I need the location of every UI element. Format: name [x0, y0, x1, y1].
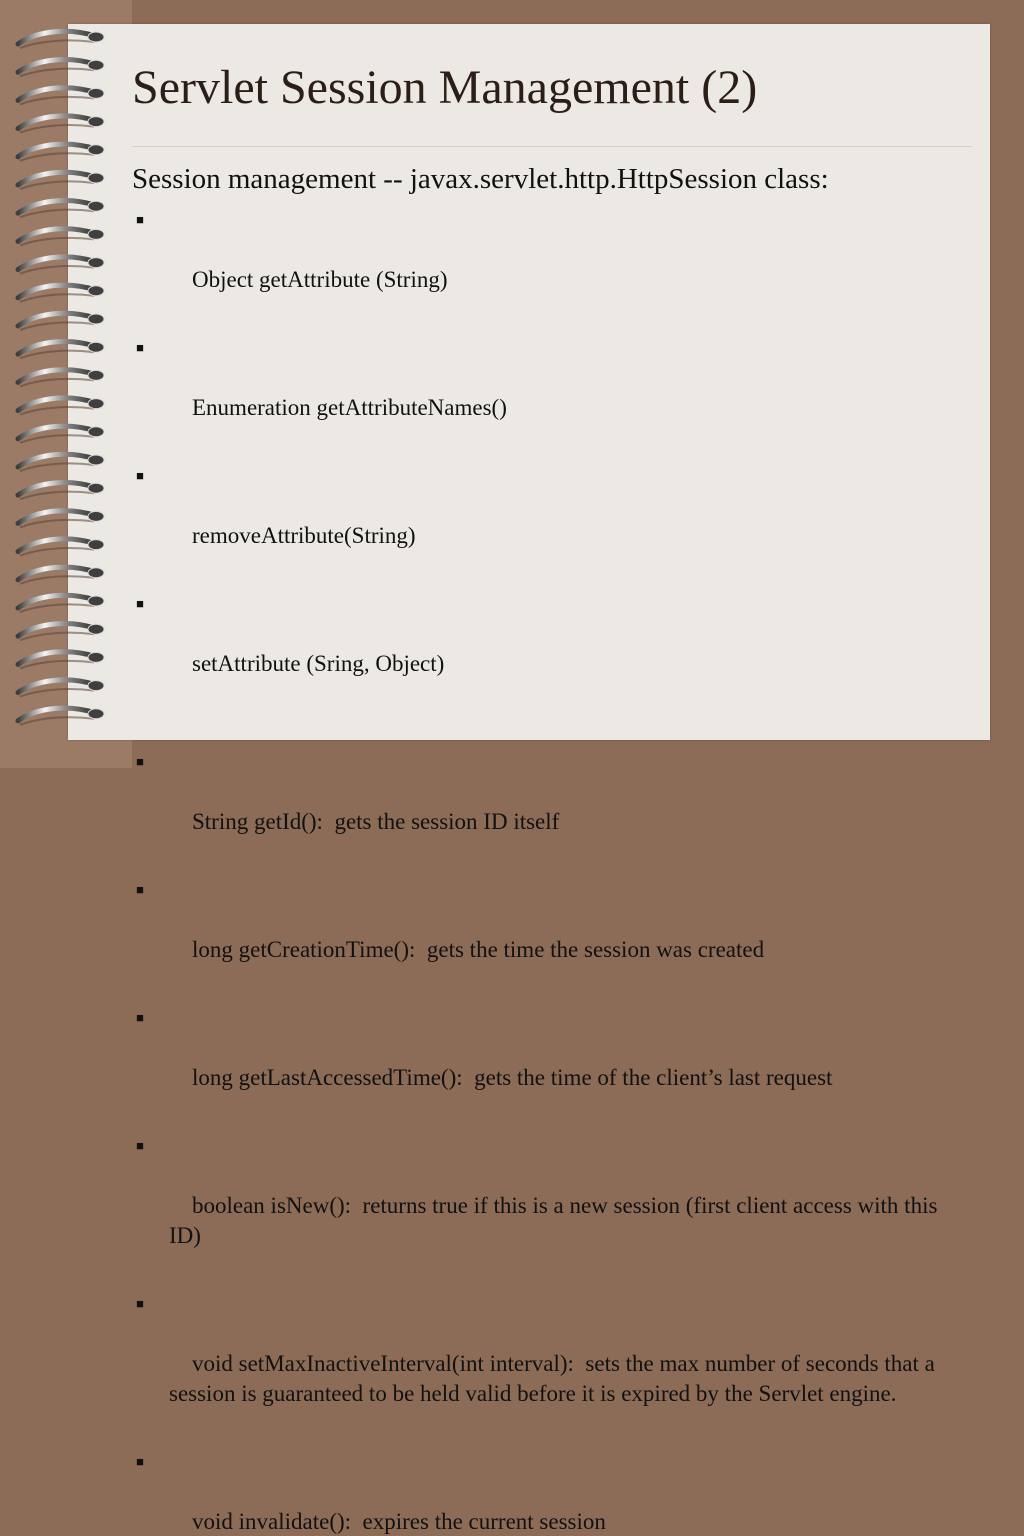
- bullet-item-enumeration-getattributenames: [132, 333, 972, 453]
- bullet-text: Object getAttribute (String): [192, 267, 448, 292]
- square-bullet-icon: ■: [136, 754, 144, 769]
- bullet-text: removeAttribute(String): [192, 523, 416, 548]
- bullet-item-invalidate: [132, 1447, 972, 1536]
- bullet-item-getid: [132, 747, 972, 867]
- bullet-text: Enumeration getAttributeNames(): [192, 395, 507, 420]
- square-bullet-icon: ■: [136, 1010, 144, 1025]
- bullet-text: long getCreationTime(): gets the time the session was created: [192, 937, 765, 962]
- bullet-item-setattribute: [132, 589, 972, 709]
- bullet-text: boolean isNew(): returns true if this is a new session (first client access with this ID): [169, 1193, 944, 1248]
- bullet-text: long getLastAccessedTime(): gets the time of the client’s last request: [192, 1065, 833, 1090]
- bullet-item-object-getattribute: [132, 205, 972, 325]
- square-bullet-icon: ■: [136, 468, 144, 483]
- bullet-text: void setMaxInactiveInterval(int interval): sets the max number of seconds that a session is guaranteed to be held valid before it is expired by the Servlet engine.: [169, 1351, 941, 1406]
- square-bullet-icon: ■: [136, 340, 144, 355]
- square-bullet-icon: ■: [136, 596, 144, 611]
- list-spacer: [132, 717, 972, 747]
- page-title: Servlet Session Management (2): [132, 61, 758, 114]
- bullet-text: setAttribute (Sring, Object): [192, 651, 445, 676]
- title-divider: [132, 146, 972, 147]
- square-bullet-icon: ■: [136, 1296, 144, 1311]
- square-bullet-icon: ■: [136, 1454, 144, 1469]
- bullet-item-getcreationtime: [132, 875, 972, 995]
- bullet-list: [132, 205, 972, 1536]
- bullet-text: void invalidate(): expires the current session: [192, 1509, 606, 1534]
- intro-text: Session management -- javax.servlet.http.HttpSession class:: [132, 163, 829, 195]
- square-bullet-icon: ■: [136, 882, 144, 897]
- bullet-text: String getId(): gets the session ID itself: [192, 809, 560, 834]
- square-bullet-icon: ■: [136, 212, 144, 227]
- bullet-item-getlastaccessedtime: [132, 1003, 972, 1123]
- square-bullet-icon: ■: [136, 1138, 144, 1153]
- bullet-item-setmaxinactiveinterval: [132, 1289, 972, 1439]
- bullet-item-removeattribute: [132, 461, 972, 581]
- bullet-item-isnew: [132, 1131, 972, 1281]
